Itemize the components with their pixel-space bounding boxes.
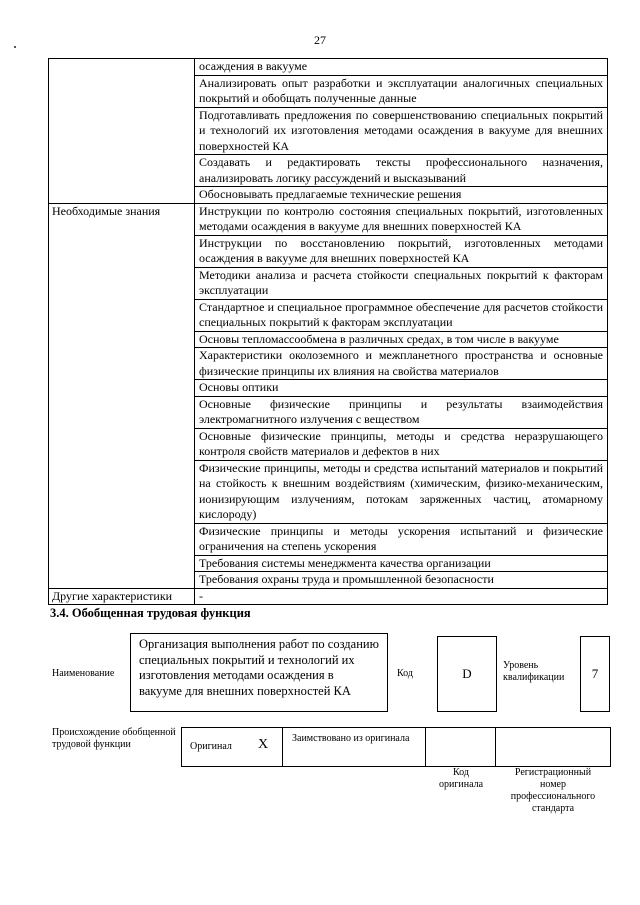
row-text: Основы тепломассообмена в различных средах, в том числе в вакууме xyxy=(195,331,608,348)
divider xyxy=(282,727,283,767)
code-value: D xyxy=(437,636,497,712)
divider xyxy=(425,727,426,767)
level-value: 7 xyxy=(580,636,610,712)
row-label: Необходимые знания xyxy=(49,203,195,588)
row-text: Требования системы менеджмента качества организации xyxy=(195,555,608,572)
row-text: Основные физические принципы, методы и средства неразрушающего контроля свойств материалов и дефектов в них xyxy=(195,428,608,460)
row-text: Подготавливать предложения по совершенствованию специальных покрытий и технологий их изготовления методами осаждения в вакууме для внешних поверхностей КА xyxy=(195,107,608,155)
row-text: Характеристики околоземного и межпланетного пространства и основные физические принципы их влияния на свойства материалов xyxy=(195,348,608,380)
borrowed-label: Заимствовано из оригинала xyxy=(292,733,410,744)
code-label: Код xyxy=(397,668,413,679)
origin-label: Происхождение обобщенной трудовой функции xyxy=(52,727,176,750)
table-row xyxy=(49,588,608,605)
row-text: Анализировать опыт разработки и эксплуатации аналогичных специальных покрытий и обобщать полученные данные xyxy=(195,75,608,107)
row-text: Стандартное и специальное программное обеспечение для расчетов стойкости специальных покрытий к факторам эксплуатации xyxy=(195,299,608,331)
name-label: Наименование xyxy=(52,668,115,679)
row-text: Физические принципы, методы и средства испытаний материалов и покрытий на стойкость к внешним воздействиям (химическим, физико-механическим, ионизирующим излучениям, потокам заряженных частиц, атомарному кислороду) xyxy=(195,460,608,523)
row-text: Обосновывать предлагаемые технические решения xyxy=(195,187,608,204)
knowledge-table xyxy=(48,58,608,605)
page-number: 27 xyxy=(314,33,326,47)
table-row xyxy=(49,59,608,76)
row-text: Основы оптики xyxy=(195,380,608,397)
level-label: Уровень квалификации xyxy=(503,660,565,683)
row-text: Требования охраны труда и промышленной безопасности xyxy=(195,572,608,589)
row-label xyxy=(49,59,195,204)
divider xyxy=(495,727,496,767)
row-label: Другие характеристики xyxy=(49,588,195,605)
scan-mark xyxy=(14,46,16,48)
row-text: Физические принципы и методы ускорения испытаний и физические ограничения на степень ускорения xyxy=(195,523,608,555)
section-title: 3.4. Обобщенная трудовая функция xyxy=(50,606,251,620)
row-text: - xyxy=(195,588,608,605)
row-text: Создавать и редактировать тексты профессионального назначения, анализировать логику рассуждений и высказываний xyxy=(195,155,608,187)
table-row xyxy=(49,203,608,235)
original-mark: X xyxy=(258,737,269,752)
row-text: осаждения в вакууме xyxy=(195,59,608,76)
code-original-caption: Код оригинала xyxy=(438,767,484,790)
row-text: Основные физические принципы и результаты взаимодействия электромагнитного излучения с веществом xyxy=(195,396,608,428)
row-text: Методики анализа и расчета стойкости специальных покрытий к факторам эксплуатации xyxy=(195,267,608,299)
original-label: Оригинал xyxy=(190,741,232,752)
row-text: Инструкции по контролю состояния специальных покрытий, изготовленных методами осаждения в вакууме для внешних поверхностей КА xyxy=(195,203,608,235)
row-text: Инструкции по восстановлению покрытий, изготовленных методами осаждения в вакууме для внешних поверхностей КА xyxy=(195,235,608,267)
reg-number-caption: Регистрационный номер профессионального стандарта xyxy=(510,767,596,814)
name-value: Организация выполнения работ по созданию специальных покрытий и технологий их изготовления методами осаждения в вакууме для внешних поверхностей КА xyxy=(130,633,388,712)
